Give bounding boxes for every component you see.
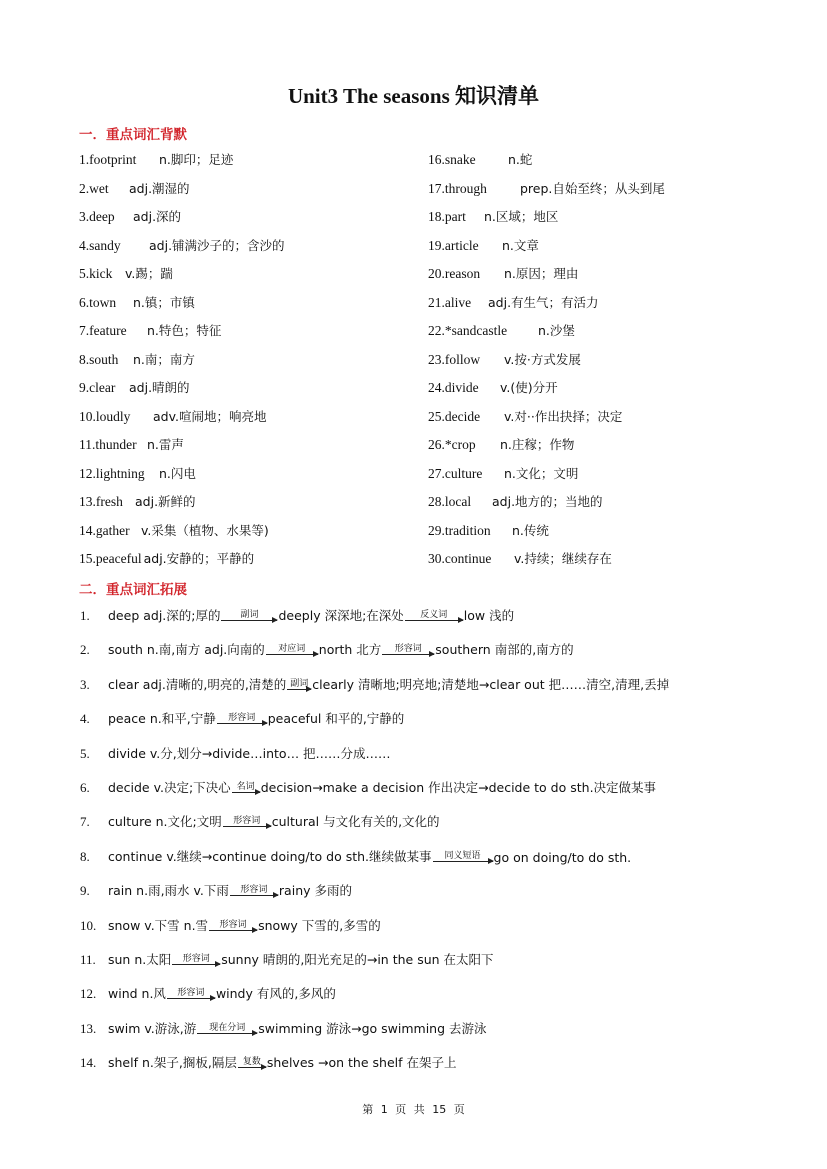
arrow-line	[382, 654, 434, 655]
labeled-arrow-icon	[221, 610, 277, 621]
item-text: rain n.雨,雨水 v.下雨	[108, 883, 229, 899]
vocab-word: 19.article	[428, 237, 479, 253]
vocab-word: 18.part	[428, 209, 466, 224]
item-text: swim v.游泳,游	[108, 1020, 197, 1036]
vocab-word: 6.town	[79, 294, 117, 310]
vocab-meaning: prep.自始至终；从头到尾	[520, 180, 665, 196]
item-number: 7.	[80, 814, 90, 830]
item-text: continue v.继续→continue doing/to do sth.继续做某事	[108, 848, 432, 864]
vocab-word: 26.*crop	[428, 437, 476, 452]
vocab-meaning: n.南；南方	[133, 351, 195, 367]
vocab-item	[428, 549, 612, 567]
item-text: cultural 与文化有关的,文化的	[271, 814, 440, 830]
item-text: shelf n.架子,搁板,隔层	[108, 1055, 237, 1071]
vocab-word: 23.follow	[428, 351, 481, 367]
vocab-item	[79, 549, 254, 567]
vocab-item	[79, 492, 196, 510]
vocab-item	[428, 350, 581, 368]
vocab-word: 9.clear	[79, 380, 116, 395]
vocab-word: 27.culture	[428, 465, 483, 481]
arrow-line	[287, 689, 311, 690]
vocab-meaning: n.蛇	[508, 152, 533, 167]
vocab-meaning: v.采集（植物、水果等)	[141, 522, 269, 538]
arrow-label: 对应词	[278, 644, 306, 655]
vocab-word: 11.thunder	[79, 437, 137, 452]
section-heading-extension: 二．重点词汇拓展	[79, 582, 187, 598]
vocab-item	[79, 264, 173, 282]
vocab-meaning: v.(使)分开	[500, 380, 558, 395]
vocab-meaning: adj.新鲜的	[135, 494, 196, 509]
vocab-word: 28.local	[428, 494, 472, 509]
vocab-meaning: v.按·方式发展	[504, 351, 581, 367]
item-text: clearly 清晰地;明亮地;清楚地→clear out 把……清空,清理,丢掉	[312, 676, 670, 692]
arrow-label: 形容词	[394, 644, 422, 655]
vocab-item	[428, 521, 549, 539]
vocab-item	[79, 521, 269, 539]
arrow-label: 形容词	[233, 816, 261, 827]
vocab-item	[428, 150, 532, 168]
vocab-meaning: n.沙堡	[538, 323, 575, 338]
arrow-line	[238, 1067, 266, 1068]
arrow-line	[405, 620, 463, 621]
arrow-label: 名词	[236, 782, 255, 792]
vocab-word: 14.gather	[79, 522, 130, 538]
item-text: divide v.分,划分→divide…into… 把……分成……	[108, 745, 391, 761]
section-heading-vocab: 一．重点词汇背默	[79, 127, 187, 143]
labeled-arrow-icon	[433, 851, 493, 862]
vocab-meaning: v.持续；继续存在	[514, 551, 612, 566]
extension-item	[80, 1019, 487, 1037]
vocab-item	[428, 435, 574, 453]
arrow-line	[230, 895, 278, 896]
item-text: wind n.风	[108, 986, 166, 1002]
item-text: low 浅的	[463, 608, 515, 623]
vocab-word: 4.sandy	[79, 237, 121, 253]
arrow-line	[266, 654, 318, 655]
vocab-meaning: v.踢；踹	[125, 266, 173, 281]
labeled-arrow-icon	[238, 1057, 266, 1068]
extension-item	[80, 847, 631, 865]
vocab-word: 2.wet	[79, 180, 109, 196]
arrow-line	[172, 964, 220, 965]
item-text: peaceful 和平的,宁静的	[267, 711, 405, 727]
arrow-label: 副词	[290, 678, 309, 689]
item-number: 13.	[80, 1020, 97, 1036]
vocab-item	[79, 435, 184, 453]
extension-item	[80, 1053, 456, 1071]
labeled-arrow-icon	[209, 920, 257, 931]
page-footer: 第 1 页 共 15 页	[362, 1103, 465, 1116]
vocab-word: 25.decide	[428, 408, 481, 424]
vocab-word: 29.tradition	[428, 522, 491, 538]
arrow-line	[217, 723, 267, 724]
vocab-item	[428, 321, 575, 339]
item-text: clear adj.清晰的,明亮的,清楚的	[108, 676, 287, 692]
vocab-word: 1.footprint	[79, 152, 137, 167]
item-number: 8.	[80, 848, 90, 864]
vocab-meaning: adj.潮湿的	[129, 180, 190, 196]
vocab-meaning: adj.有生气；有活力	[488, 294, 599, 310]
item-number: 1.	[80, 608, 90, 623]
vocab-meaning: n.雷声	[147, 437, 184, 452]
labeled-arrow-icon	[223, 816, 271, 827]
vocab-word: 5.kick	[79, 266, 113, 281]
arrow-label: 形容词	[182, 954, 210, 964]
item-number: 11.	[80, 952, 96, 967]
vocab-word: 13.fresh	[79, 494, 123, 509]
extension-item	[80, 812, 440, 830]
item-number: 9.	[80, 883, 90, 899]
page-title: Unit3 The seasons 知识清单	[287, 84, 540, 108]
vocab-word: 20.reason	[428, 266, 481, 281]
vocab-item	[428, 492, 603, 510]
vocab-item	[79, 207, 181, 225]
vocab-meaning: n.文章	[502, 237, 539, 253]
item-text: deep adj.深的;厚的	[108, 608, 221, 623]
vocab-item	[79, 293, 195, 311]
vocab-item	[428, 293, 599, 311]
item-text: decide v.决定;下决心	[108, 780, 231, 795]
labeled-arrow-icon	[167, 988, 215, 999]
item-text: shelves →on the shelf 在架子上	[266, 1055, 457, 1071]
extension-item	[80, 675, 669, 693]
labeled-arrow-icon	[266, 644, 318, 655]
vocab-meaning: n.区域；地区	[484, 209, 559, 224]
vocab-item	[79, 236, 285, 254]
vocab-item	[79, 407, 267, 425]
item-number: 6.	[80, 780, 90, 795]
vocab-meaning: n.特色；特征	[147, 323, 222, 338]
vocab-meaning: adj.地方的；当地的	[492, 494, 603, 509]
item-text: peace n.和平,宁静	[108, 711, 216, 727]
vocab-word: 3.deep	[79, 209, 115, 224]
vocab-item	[428, 207, 558, 225]
labeled-arrow-icon	[405, 610, 463, 621]
vocab-item	[428, 236, 539, 254]
vocab-item	[428, 464, 578, 482]
vocab-item	[79, 464, 196, 482]
vocab-word: 22.*sandcastle	[428, 323, 508, 338]
item-text: snow v.下雪 n.雪	[108, 917, 209, 933]
item-text: swimming 游泳→go swimming 去游泳	[258, 1020, 487, 1036]
arrow-label: 形容词	[219, 919, 247, 930]
item-text: go on doing/to do sth.	[493, 849, 632, 865]
vocab-meaning: adv.喧闹地；响亮地	[153, 408, 267, 424]
item-number: 4.	[80, 711, 90, 727]
arrow-line	[197, 1033, 257, 1034]
extension-item	[80, 984, 336, 1002]
extension-item	[80, 709, 404, 727]
extension-item	[80, 916, 381, 934]
vocab-item	[79, 321, 221, 339]
item-text: sun n.太阳	[108, 952, 172, 967]
item-number: 2.	[80, 642, 90, 658]
vocab-item	[428, 264, 578, 282]
extension-item	[80, 744, 391, 762]
item-text: windy 有风的,多风的	[215, 986, 336, 1002]
item-text: north 北方	[318, 642, 382, 658]
item-number: 3.	[80, 676, 90, 692]
extension-item	[80, 778, 656, 796]
extension-item	[80, 881, 352, 899]
arrow-label: 形容词	[240, 885, 268, 896]
extension-item	[80, 950, 494, 968]
vocab-meaning: n.镇；市镇	[133, 294, 195, 310]
labeled-arrow-icon	[287, 679, 311, 690]
item-text: south n.南,南方 adj.向南的	[108, 642, 265, 658]
arrow-label: 形容词	[228, 713, 256, 724]
arrow-line	[433, 861, 493, 862]
item-number: 5.	[80, 745, 90, 761]
vocab-item	[79, 350, 195, 368]
item-text: sunny 晴朗的,阳光充足的→in the sun 在太阳下	[221, 952, 494, 967]
arrow-label: 现在分词	[209, 1022, 246, 1033]
arrow-label: 副词	[240, 610, 259, 620]
vocab-item	[79, 179, 190, 197]
vocab-meaning: adj.安静的；平静的	[143, 551, 255, 566]
vocab-meaning: n.庄稼；作物	[500, 437, 575, 452]
item-text: snowy 下雪的,多雪的	[258, 917, 381, 933]
vocab-meaning: adj.深的	[133, 209, 182, 224]
vocab-word: 24.divide	[428, 380, 479, 395]
labeled-arrow-icon	[382, 644, 434, 655]
vocab-word: 15.peaceful	[79, 551, 142, 566]
vocab-word: 12.lightning	[79, 465, 145, 481]
vocab-meaning: n.脚印；足迹	[159, 152, 234, 167]
vocab-word: 8.south	[79, 351, 119, 367]
vocab-meaning: n.传统	[512, 522, 549, 538]
vocab-item	[79, 378, 190, 396]
vocab-meaning: n.文化；文明	[504, 465, 579, 481]
item-text: culture n.文化;文明	[108, 814, 222, 830]
vocab-meaning: adj.铺满沙子的；含沙的	[149, 237, 285, 253]
arrow-label: 反义词	[420, 610, 448, 620]
labeled-arrow-icon	[217, 713, 267, 724]
arrow-line	[232, 792, 260, 793]
vocab-item	[428, 179, 665, 197]
item-number: 14.	[80, 1055, 97, 1071]
vocab-meaning: adj.晴朗的	[129, 380, 190, 395]
arrow-label: 同义短语	[444, 850, 481, 861]
extension-item	[80, 606, 514, 624]
arrow-line	[221, 620, 277, 621]
vocab-item	[428, 378, 558, 396]
labeled-arrow-icon	[230, 885, 278, 896]
labeled-arrow-icon	[232, 782, 260, 793]
vocab-meaning: n.原因；理由	[504, 266, 579, 281]
arrow-line	[223, 826, 271, 827]
vocab-meaning: v.对··作出抉择；决定	[504, 408, 623, 424]
labeled-arrow-icon	[197, 1023, 257, 1034]
extension-item	[80, 640, 574, 658]
item-text: deeply 深深地;在深处	[278, 608, 404, 623]
item-number: 12.	[80, 986, 97, 1002]
vocab-word: 21.alive	[428, 294, 472, 310]
arrow-label: 复数	[242, 1057, 261, 1068]
item-text: decision→make a decision 作出决定→decide to do sth.决定做某事	[260, 780, 657, 795]
arrow-label: 形容词	[177, 988, 205, 999]
vocab-word: 7.feature	[79, 323, 127, 338]
labeled-arrow-icon	[172, 954, 220, 965]
item-text: southern 南部的,南方的	[435, 642, 574, 658]
vocab-item	[428, 407, 622, 425]
arrow-line	[167, 998, 215, 999]
item-text: rainy 多雨的	[278, 883, 352, 899]
vocab-word: 16.snake	[428, 152, 476, 167]
vocab-word: 10.loudly	[79, 408, 131, 424]
vocab-word: 17.through	[428, 180, 487, 196]
vocab-item	[79, 150, 233, 168]
vocab-meaning: n.闪电	[159, 465, 196, 481]
item-number: 10.	[80, 917, 97, 933]
arrow-line	[209, 930, 257, 931]
vocab-word: 30.continue	[428, 551, 492, 566]
